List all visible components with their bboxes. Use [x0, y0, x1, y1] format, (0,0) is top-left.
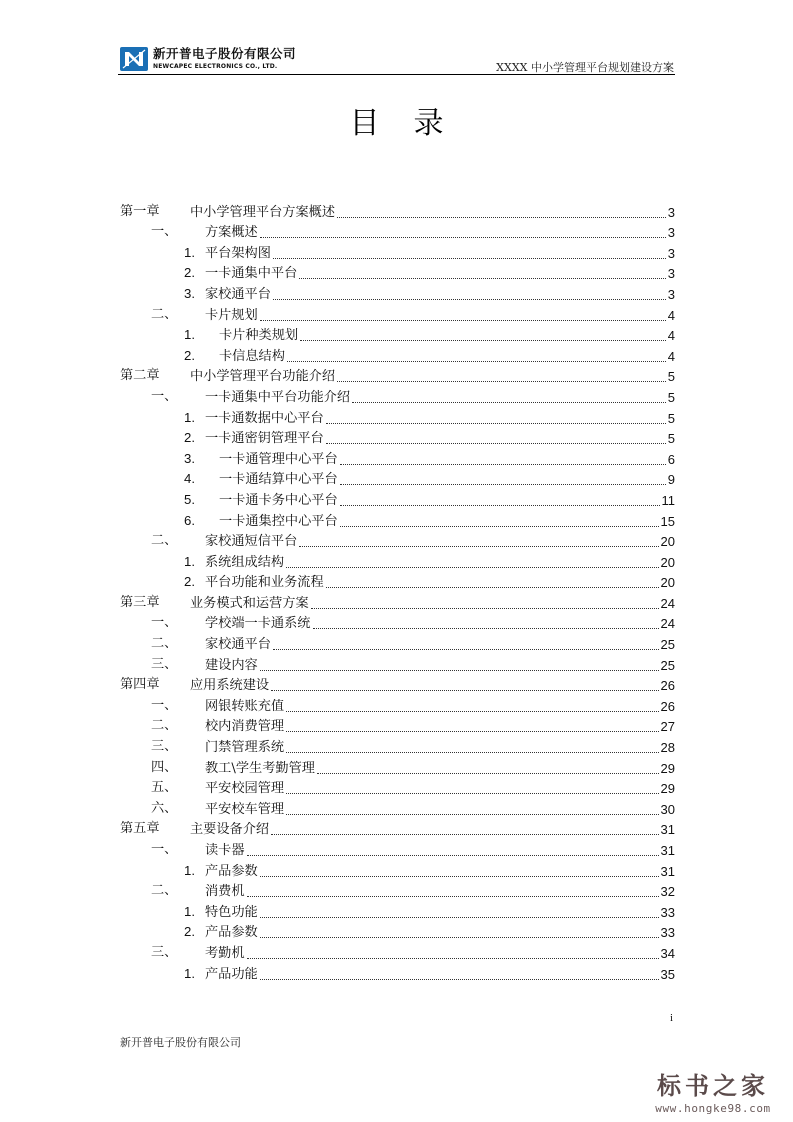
toc-entry-title: 考勤机 [205, 945, 245, 961]
toc-entry-number: 第一章 [120, 203, 160, 219]
page-number: i [670, 1012, 674, 1024]
toc-entry-number: 1. [184, 553, 195, 569]
toc-entry-page: 5 [667, 431, 675, 447]
toc-entry[interactable] [120, 613, 675, 634]
toc-entry[interactable] [120, 572, 675, 593]
toc-entry-page: 24 [660, 616, 675, 632]
toc-entry[interactable] [120, 345, 675, 366]
toc-entry-title: 家校通平台 [205, 637, 271, 653]
toc-dot-leader [247, 895, 659, 897]
toc-dot-leader [247, 854, 659, 856]
toc-entry[interactable] [120, 510, 675, 531]
toc-entry-title: 建设内容 [205, 657, 258, 673]
toc-entry-title: 一卡通结算中心平台 [219, 472, 338, 488]
toc-entry[interactable] [120, 839, 675, 860]
toc-entry-number: 2. [184, 430, 195, 446]
toc-entry-number: 六、 [151, 800, 178, 816]
toc-entry-title: 一卡通管理中心平台 [219, 451, 338, 467]
company-logo [120, 46, 296, 72]
toc-entry-page: 5 [667, 410, 675, 426]
toc-entry-number: 1. [184, 244, 195, 260]
toc-dot-leader [286, 792, 658, 794]
toc-entry-number: 5. [184, 491, 195, 507]
toc-entry[interactable] [120, 736, 675, 757]
toc-entry-page: 27 [660, 719, 675, 735]
toc-entry[interactable] [120, 633, 675, 654]
toc-dot-leader [260, 669, 659, 671]
toc-entry-title: 平安校园管理 [205, 781, 285, 797]
toc-entry-title: 中小学管理平台功能介绍 [190, 369, 336, 385]
toc-entry-number: 二、 [151, 718, 178, 734]
toc-dot-leader [286, 566, 658, 568]
toc-dot-leader [299, 545, 658, 547]
toc-entry-page: 5 [667, 369, 675, 385]
toc-entry-number: 一、 [151, 388, 178, 404]
toc-entry-number: 第二章 [120, 368, 160, 384]
toc-entry-number: 1. [184, 862, 195, 878]
toc-entry[interactable] [120, 366, 675, 387]
toc-dot-leader [271, 689, 658, 691]
toc-entry-page: 32 [660, 884, 675, 900]
toc-dot-leader [313, 627, 659, 629]
toc-entry-page: 15 [660, 513, 675, 529]
toc-entry-number: 二、 [151, 306, 178, 322]
toc-entry-title: 产品参数 [205, 863, 258, 879]
toc-entry-number: 1. [184, 965, 195, 981]
toc-entry-title: 家校通短信平台 [205, 534, 298, 550]
toc-entry-page: 3 [667, 245, 675, 261]
toc-dot-leader [271, 833, 658, 835]
toc-entry[interactable] [120, 695, 675, 716]
toc-entry-title: 一卡通集控中心平台 [219, 513, 338, 529]
toc-entry-number: 6. [184, 512, 195, 528]
toc-entry[interactable] [120, 489, 675, 510]
toc-entry-title: 一卡通集中平台功能介绍 [205, 389, 351, 405]
toc-dot-leader [299, 277, 665, 279]
toc-entry-title: 卡信息结构 [219, 348, 285, 364]
toc-entry-number: 1. [184, 409, 195, 425]
toc-dot-leader [326, 586, 659, 588]
toc-entry-number: 2. [184, 574, 195, 590]
toc-entry-number: 3. [184, 450, 195, 466]
toc-entry-number: 2. [184, 265, 195, 281]
watermark-text: 标书之家 [657, 1072, 769, 1100]
toc-entry[interactable] [120, 901, 675, 922]
toc-entry-number: 一、 [151, 224, 178, 240]
watermark [638, 1066, 788, 1115]
toc-heading: 目录 [349, 106, 478, 141]
toc-entry-title: 特色功能 [205, 904, 258, 920]
toc-dot-leader [340, 504, 660, 506]
toc-dot-leader [273, 648, 659, 650]
toc-entry-number: 二、 [151, 636, 178, 652]
toc-dot-leader [287, 360, 666, 362]
document-title: XXXX 中小学管理平台规划建设方案 [496, 61, 674, 74]
toc-entry-page: 9 [667, 472, 675, 488]
toc-entry[interactable] [120, 922, 675, 943]
toc-dot-leader [273, 257, 666, 259]
footer-company: 新开普电子股份有限公司 [120, 1036, 241, 1049]
toc-entry-title: 平台架构图 [205, 245, 271, 261]
toc-entry[interactable] [120, 263, 675, 284]
toc-entry-page: 33 [660, 904, 675, 920]
toc-dot-leader [260, 936, 659, 938]
toc-entry[interactable] [120, 531, 675, 552]
toc-dot-leader [337, 380, 666, 382]
toc-entry[interactable] [120, 819, 675, 840]
toc-entry-page: 4 [667, 307, 675, 323]
toc-dot-leader [260, 875, 659, 877]
company-name-en: NEWCAPEC ELECTRONICS CO., LTD. [153, 62, 278, 70]
toc-entry-number: 第四章 [120, 677, 160, 693]
toc-entry-page: 3 [667, 204, 675, 220]
toc-dot-leader [260, 978, 659, 980]
toc-entry-page: 26 [660, 678, 675, 694]
toc-entry[interactable] [120, 551, 675, 572]
toc-dot-leader [326, 422, 666, 424]
toc-entry[interactable] [120, 860, 675, 881]
toc-entry-page: 26 [660, 698, 675, 714]
toc-entry-number: 四、 [151, 759, 178, 775]
toc-entry-page: 29 [660, 781, 675, 797]
toc-entry-page: 4 [667, 348, 675, 364]
toc-dot-leader [286, 710, 658, 712]
toc-entry-title: 读卡器 [205, 843, 245, 858]
toc-entry-page: 5 [667, 389, 675, 405]
toc-dot-leader [273, 298, 666, 300]
toc-entry-number: 1. [184, 327, 195, 343]
toc-entry-title: 应用系统建设 [190, 678, 270, 694]
toc-entry[interactable] [120, 798, 675, 819]
toc-entry-page: 33 [660, 925, 675, 941]
toc-entry-number: 一、 [151, 697, 178, 713]
toc-entry-number: 第五章 [120, 821, 160, 837]
toc-entry-page: 28 [660, 740, 675, 756]
toc-dot-leader [260, 236, 666, 238]
toc-entry-title: 一卡通卡务中心平台 [219, 492, 338, 508]
toc-entry-title: 学校端一卡通系统 [205, 616, 311, 632]
toc-dot-leader [247, 957, 659, 959]
toc-entry[interactable] [120, 304, 675, 325]
toc-entry[interactable] [120, 201, 675, 222]
toc-entry-page: 24 [660, 595, 675, 611]
toc-entry-page: 11 [661, 492, 675, 508]
toc-entry[interactable] [120, 778, 675, 799]
toc-entry-title: 卡片规划 [205, 307, 258, 323]
toc-entry-title: 业务模式和运营方案 [190, 595, 309, 611]
toc-entry-page: 35 [660, 966, 675, 982]
toc-entry[interactable] [120, 283, 675, 304]
toc-dot-leader [286, 730, 658, 732]
toc-entry-title: 主要设备介绍 [190, 822, 270, 838]
toc-entry-page: 25 [660, 637, 675, 653]
toc-entry[interactable] [120, 386, 675, 407]
toc-entry[interactable] [120, 325, 675, 346]
toc-entry-number: 3. [184, 285, 195, 301]
toc-entry-title: 校内消费管理 [205, 719, 285, 735]
toc-entry-title: 产品参数 [205, 925, 258, 941]
toc-dot-leader [260, 319, 666, 321]
toc-entry-page: 31 [660, 863, 675, 879]
toc-dot-leader [326, 442, 666, 444]
toc-entry[interactable] [120, 242, 675, 263]
toc-entry-title: 家校通平台 [205, 286, 271, 302]
toc-dot-leader [352, 401, 666, 403]
toc-dot-leader [340, 463, 666, 465]
toc-entry-number: 五、 [151, 780, 178, 796]
toc-entry-title: 网银转账充值 [205, 698, 285, 714]
toc-entry[interactable] [120, 407, 675, 428]
toc-entry[interactable] [120, 942, 675, 963]
toc-entry-number: 2. [184, 924, 195, 940]
toc-entry-page: 25 [660, 657, 675, 673]
toc-entry-page: 4 [667, 328, 675, 344]
toc-entry-title: 方案概述 [205, 225, 258, 241]
toc-entry[interactable] [120, 654, 675, 675]
toc-entry-title: 中小学管理平台方案概述 [190, 204, 336, 220]
toc-dot-leader [340, 525, 659, 527]
company-name-cn: 新开普电子股份有限公司 [153, 46, 297, 62]
toc-entry[interactable] [120, 592, 675, 613]
toc-entry-number: 第三章 [120, 594, 160, 610]
toc-entry-page: 20 [660, 554, 675, 570]
toc-entry-number: 一、 [151, 615, 178, 631]
toc-dot-leader [260, 916, 659, 918]
toc-entry-title: 一卡通集中平台 [205, 266, 298, 282]
toc-entry-page: 31 [660, 822, 675, 838]
toc-entry-page: 3 [667, 286, 675, 302]
toc-entry-title: 平台功能和业务流程 [205, 575, 324, 591]
toc-dot-leader [340, 483, 666, 485]
toc-dot-leader [286, 813, 658, 815]
toc-entry-page: 3 [667, 266, 675, 282]
toc-entry[interactable] [120, 469, 675, 490]
toc-entry-title: 教工\学生考勤管理 [205, 760, 315, 776]
toc-entry-page: 3 [667, 225, 675, 241]
toc-entry[interactable] [120, 675, 675, 696]
toc-entry-title: 一卡通密钥管理平台 [205, 431, 324, 447]
toc-dot-leader [300, 339, 666, 341]
toc-entry-page: 30 [660, 801, 675, 817]
header-divider [118, 74, 675, 75]
toc-entry-page: 29 [660, 760, 675, 776]
toc-entry-page: 6 [667, 451, 675, 467]
toc-entry-title: 系统组成结构 [205, 554, 285, 570]
toc-entry-number: 1. [184, 903, 195, 919]
toc-entry-page: 34 [660, 945, 675, 961]
toc-entry-title: 平安校车管理 [205, 801, 285, 817]
toc-entry[interactable] [120, 716, 675, 737]
toc-entry-number: 三、 [151, 739, 178, 755]
toc-dot-leader [317, 772, 659, 774]
toc-entry[interactable] [120, 963, 675, 984]
toc-entry-number: 4. [184, 471, 195, 487]
toc-entry-number: 三、 [151, 944, 178, 960]
newcapec-logo-icon [120, 47, 148, 71]
toc-dot-leader [311, 607, 659, 609]
toc-entry-number: 一、 [151, 842, 178, 857]
watermark-url: www.hongke98.com [655, 1102, 771, 1115]
table-of-contents [120, 201, 675, 984]
toc-entry[interactable] [120, 428, 675, 449]
toc-entry-page: 20 [660, 534, 675, 550]
toc-entry[interactable] [120, 222, 675, 243]
toc-entry-title: 卡片种类规划 [219, 328, 299, 344]
toc-entry-number: 二、 [151, 883, 178, 899]
toc-entry[interactable] [120, 448, 675, 469]
toc-entry-page: 31 [660, 843, 675, 858]
toc-entry[interactable] [120, 757, 675, 778]
toc-entry-number: 2. [184, 347, 195, 363]
toc-entry-title: 门禁管理系统 [205, 740, 285, 756]
toc-dot-leader [337, 216, 666, 218]
toc-entry[interactable] [120, 881, 675, 902]
toc-entry-title: 产品功能 [205, 966, 258, 982]
toc-dot-leader [286, 751, 658, 753]
toc-entry-title: 消费机 [205, 884, 245, 900]
toc-entry-number: 二、 [151, 533, 178, 549]
toc-entry-title: 一卡通数据中心平台 [205, 410, 324, 426]
toc-entry-page: 20 [660, 575, 675, 591]
toc-entry-number: 三、 [151, 656, 178, 672]
